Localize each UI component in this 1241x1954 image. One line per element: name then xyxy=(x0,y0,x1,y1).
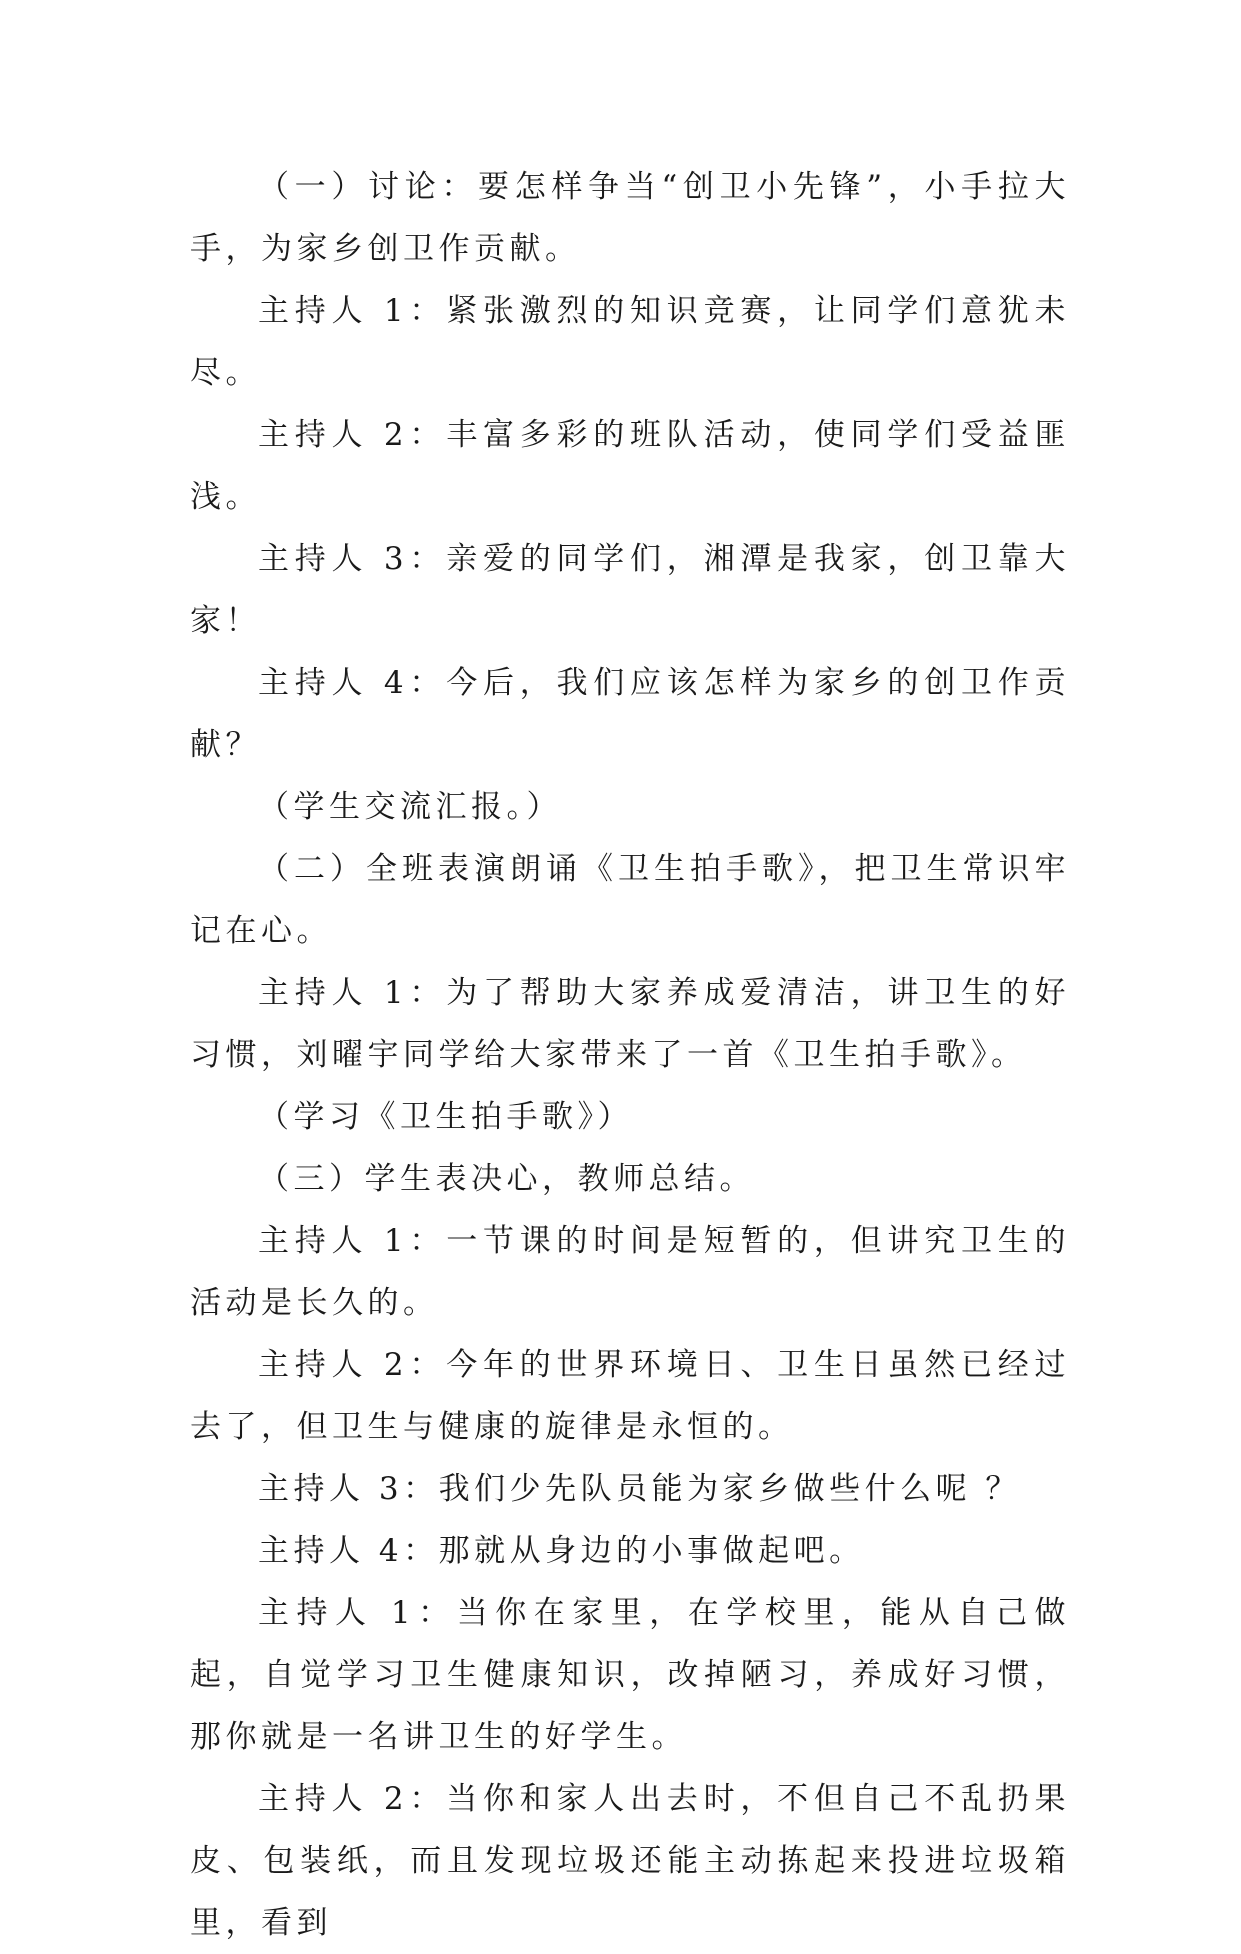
paragraph-summary-heading: （三）学生表决心，教师总结。 xyxy=(258,1161,755,1197)
paragraph-host-1-summary: 主持人 1：一节课的时间是短暂的，但讲究卫生的活动是长久的。 xyxy=(190,1223,1070,1321)
paragraph-host-4-line: 主持人 4：今后，我们应该怎样为家乡的创卫作贡献？ xyxy=(190,665,1070,763)
paragraph-host-1-line: 主持人 1：紧张激烈的知识竞赛，让同学们意犹未尽。 xyxy=(190,293,1070,391)
paragraph-host-2-line: 主持人 2：丰富多彩的班队活动，使同学们受益匪浅。 xyxy=(190,417,1070,515)
paragraph-host-4-answer: 主持人 4：那就从身边的小事做起吧。 xyxy=(258,1533,865,1569)
paragraph-host-3-question: 主持人 3：我们少先队员能为家乡做些什么呢 ？ xyxy=(258,1471,1021,1507)
document-body xyxy=(190,156,1070,1954)
paragraph-discussion-heading: （一）讨论：要怎样争当“创卫小先锋”，小手拉大手，为家乡创卫作贡献。 xyxy=(190,169,1070,267)
paragraph-student-report: （学生交流汇报。） xyxy=(258,789,562,825)
paragraph-host-2-summary: 主持人 2：今年的世界环境日、卫生日虽然已经过去了，但卫生与健康的旋律是永恒的。 xyxy=(190,1347,1070,1445)
paragraph-recitation-heading: （二）全班表演朗诵《卫生拍手歌》，把卫生常识牢记在心。 xyxy=(190,851,1070,949)
paragraph-host-2-outing: 主持人 2：当你和家人出去时，不但自己不乱扔果皮、包装纸，而且发现垃圾还能主动拣起来投进垃圾箱里，看到 xyxy=(190,1781,1070,1941)
paragraph-host-1-song-intro: 主持人 1：为了帮助大家养成爱清洁，讲卫生的好习惯，刘曜宇同学给大家带来了一首《卫生拍手歌》。 xyxy=(190,975,1070,1073)
paragraph-host-3-line: 主持人 3：亲爱的同学们，湘潭是我家，创卫靠大家！ xyxy=(190,541,1070,639)
paragraph-host-1-home-school: 主持人 1：当你在家里，在学校里，能从自己做起，自觉学习卫生健康知识，改掉陋习，养成好习惯，那你就是一名讲卫生的好学生。 xyxy=(190,1595,1070,1755)
paragraph-learn-song: （学习《卫生拍手歌》） xyxy=(258,1099,633,1135)
